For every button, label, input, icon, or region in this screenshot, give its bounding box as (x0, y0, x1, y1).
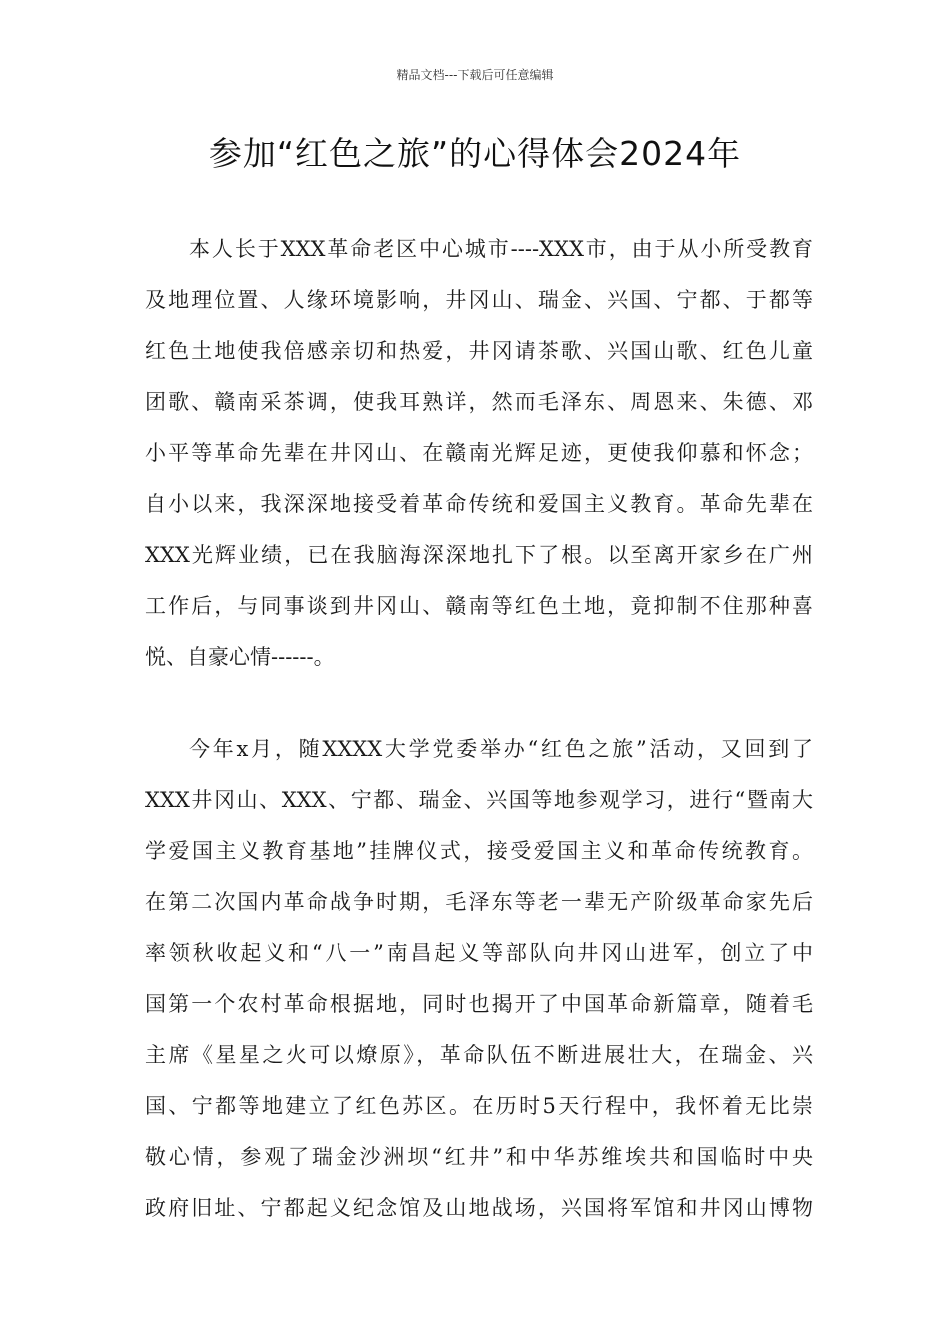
text-line: 国、宁都等地建立了红色苏区。在历时5天行程中，我怀着无比崇 (145, 1094, 813, 1118)
text-line: 自小以来，我深深地接受着革命传统和爱国主义教育。革命先辈在 (145, 492, 813, 516)
text-line: 及地理位置、人缘环境影响，井冈山、瑞金、兴国、宁都、于都等 (145, 288, 813, 312)
text-line: 政府旧址、宁都起义纪念馆及山地战场，兴国将军馆和井冈山博物 (145, 1196, 813, 1220)
text-line: 国第一个农村革命根据地，同时也揭开了中国革命新篇章，随着毛 (145, 992, 813, 1016)
paragraph-2 (145, 724, 813, 1234)
text-line: XXX井冈山、XXX、宁都、瑞金、兴国等地参观学习，进行“暨南大 (145, 788, 813, 812)
text-line: 团歌、赣南采茶调，使我耳熟详，然而毛泽东、周恩来、朱德、邓 (145, 390, 813, 414)
text-line: XXX光辉业绩，已在我脑海深深地扎下了根。以至离开家乡在广州 (145, 543, 813, 567)
page-header: 精品文档---下载后可任意编辑 (396, 68, 554, 82)
text-line: 主席《星星之火可以燎原》，革命队伍不断进展壮大，在瑞金、兴 (145, 1043, 813, 1067)
text-line: 率领秋收起义和“八一”南昌起义等部队向井冈山进军，创立了中 (145, 941, 813, 965)
text-line: 敬心情，参观了瑞金沙洲坝“红井”和中华苏维埃共和国临时中央 (145, 1145, 813, 1169)
text-line: 悦、自豪心情------。 (145, 645, 335, 669)
paragraph-1 (145, 224, 813, 683)
text-line: 今年x月，随XXXX大学党委举办“红色之旅”活动，又回到了 (189, 737, 813, 761)
text-line: 工作后，与同事谈到井冈山、赣南等红色土地，竟抑制不住那种喜 (145, 594, 813, 618)
text-line: 在第二次国内革命战争时期，毛泽东等老一辈无产阶级革命家先后 (145, 890, 813, 914)
text-line: 本人长于XXX革命老区中心城市----XXX市，由于从小所受教育 (189, 237, 813, 261)
text-line: 小平等革命先辈在井冈山、在赣南光辉足迹，更使我仰慕和怀念； (145, 441, 813, 465)
document-title: 参加“红色之旅”的心得体会2024年 (208, 134, 742, 173)
text-line: 学爱国主义教育基地”挂牌仪式，接受爱国主义和革命传统教育。 (145, 839, 813, 863)
text-line: 红色土地使我倍感亲切和热爱，井冈请茶歌、兴国山歌、红色儿童 (145, 339, 813, 363)
